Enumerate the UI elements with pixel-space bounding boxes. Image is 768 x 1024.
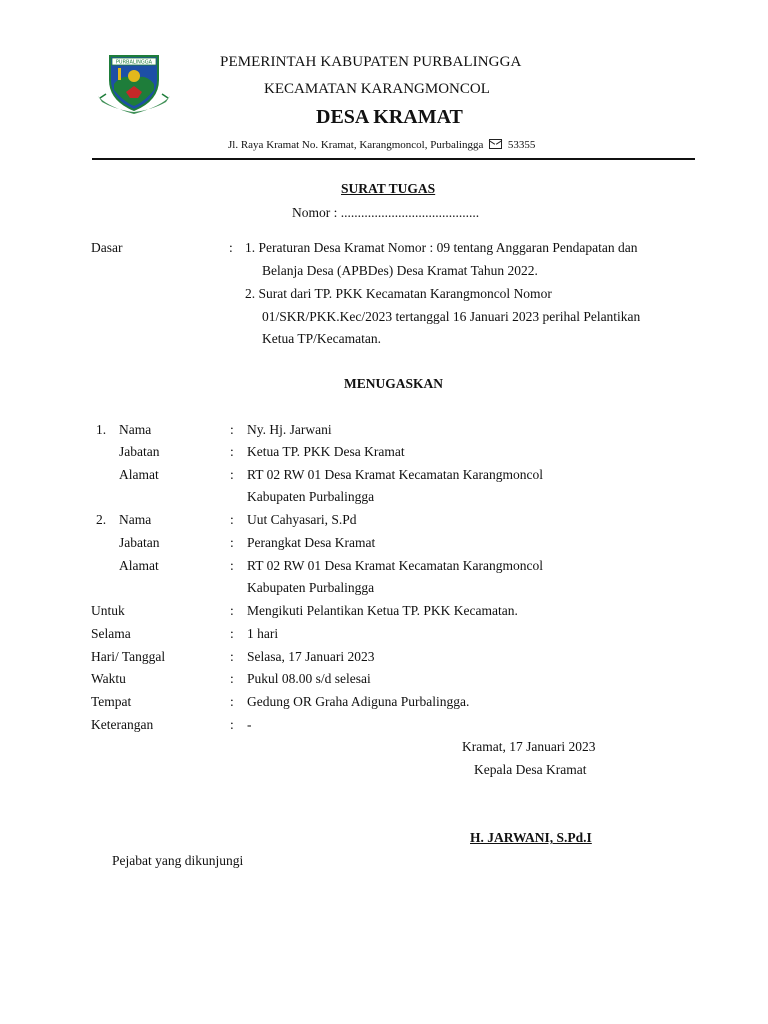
dasar-colon: : (229, 240, 233, 255)
detail-selama-colon: : (230, 626, 234, 641)
signature-name: H. JARWANI, S.Pd.I (470, 830, 592, 845)
visited-official-label: Pejabat yang dikunjungi (112, 853, 244, 868)
detail-tempat-colon: : (230, 694, 234, 709)
detail-tanggal-label: Hari/ Tanggal (91, 649, 166, 664)
person-1-jabatan: Ketua TP. PKK Desa Kramat (247, 444, 405, 459)
detail-untuk-colon: : (230, 603, 234, 618)
person-1-alamat-colon: : (230, 467, 234, 482)
person-2-nama: Uut Cahyasari, S.Pd (247, 512, 357, 527)
purbalingga-logo (96, 50, 172, 116)
person-1-nama-label: Nama (119, 422, 152, 437)
dasar-label: Dasar (91, 240, 123, 255)
detail-keterangan-label: Keterangan (91, 717, 154, 732)
detail-waktu-label: Waktu (91, 671, 126, 686)
detail-untuk-value: Mengikuti Pelantikan Ketua TP. PKK Kecamatan. (247, 603, 518, 618)
header-district: KECAMATAN KARANGMONCOL (264, 81, 490, 97)
person-1-jabatan-label: Jabatan (119, 444, 160, 459)
logo-banner-text: PURBALINGGA (115, 59, 153, 66)
dasar-line-4: 01/SKR/PKK.Kec/2023 tertanggal 16 Januari 2023 perihal Pelantikan (262, 309, 641, 324)
person-2-alamat-line-2: Kabupaten Purbalingga (247, 580, 375, 595)
menugaskan-heading: MENUGASKAN (344, 376, 444, 391)
person-2-alamat-label: Alamat (119, 558, 159, 573)
detail-selama-label: Selama (91, 626, 131, 641)
letter-title: SURAT TUGAS (341, 181, 436, 196)
person-2-nama-colon: : (230, 512, 234, 527)
detail-tanggal-colon: : (230, 649, 234, 664)
person-1-nama-colon: : (230, 422, 234, 437)
person-2-alamat-colon: : (230, 558, 234, 573)
person-2-nama-label: Nama (119, 512, 152, 527)
postal-code: 53355 (507, 139, 536, 151)
person-1-nama: Ny. Hj. Jarwani (247, 422, 332, 437)
detail-tempat-value: Gedung OR Graha Adiguna Purbalingga. (247, 694, 470, 709)
signature-place-date: Kramat, 17 Januari 2023 (462, 739, 596, 754)
dasar-line-5: Ketua TP/Kecamatan. (262, 331, 381, 346)
person-1-alamat-label: Alamat (119, 467, 159, 482)
header-government: PEMERINTAH KABUPATEN PURBALINGGA (220, 54, 522, 70)
dasar-line-2: Belanja Desa (APBDes) Desa Kramat Tahun 2022. (262, 263, 538, 278)
person-2-alamat-line-1: RT 02 RW 01 Desa Kramat Kecamatan Karangmoncol (247, 558, 543, 573)
person-1-alamat-line-1: RT 02 RW 01 Desa Kramat Kecamatan Karangmoncol (247, 467, 543, 482)
person-2-jabatan-colon: : (230, 535, 234, 550)
signature-position: Kepala Desa Kramat (474, 762, 587, 777)
detail-waktu-value: Pukul 08.00 s/d selesai (247, 671, 371, 686)
header-divider (92, 158, 695, 160)
detail-tempat-label: Tempat (91, 694, 132, 709)
mail-icon (489, 139, 502, 149)
detail-keterangan-value: - (247, 717, 252, 732)
dasar-line-3: 2. Surat dari TP. PKK Kecamatan Karangmoncol Nomor (245, 286, 552, 301)
detail-keterangan-colon: : (230, 717, 234, 732)
person-1-number: 1. (96, 422, 107, 437)
dasar-line-1: 1. Peraturan Desa Kramat Nomor : 09 tentang Anggaran Pendapatan dan (245, 240, 638, 255)
person-1-alamat-line-2: Kabupaten Purbalingga (247, 489, 375, 504)
header-address (228, 139, 535, 151)
person-1-jabatan-colon: : (230, 444, 234, 459)
detail-selama-value: 1 hari (247, 626, 279, 641)
detail-waktu-colon: : (230, 671, 234, 686)
header-village: DESA KRAMAT (316, 106, 463, 128)
letter-number: Nomor : ......................................... (292, 205, 480, 220)
detail-tanggal-value: Selasa, 17 Januari 2023 (247, 649, 375, 664)
address-text: Jl. Raya Kramat No. Kramat, Karangmoncol, Purbalingga (228, 139, 484, 151)
detail-untuk-label: Untuk (91, 603, 125, 618)
person-2-jabatan-label: Jabatan (119, 535, 160, 550)
person-2-jabatan: Perangkat Desa Kramat (247, 535, 376, 550)
person-2-number: 2. (96, 512, 107, 527)
